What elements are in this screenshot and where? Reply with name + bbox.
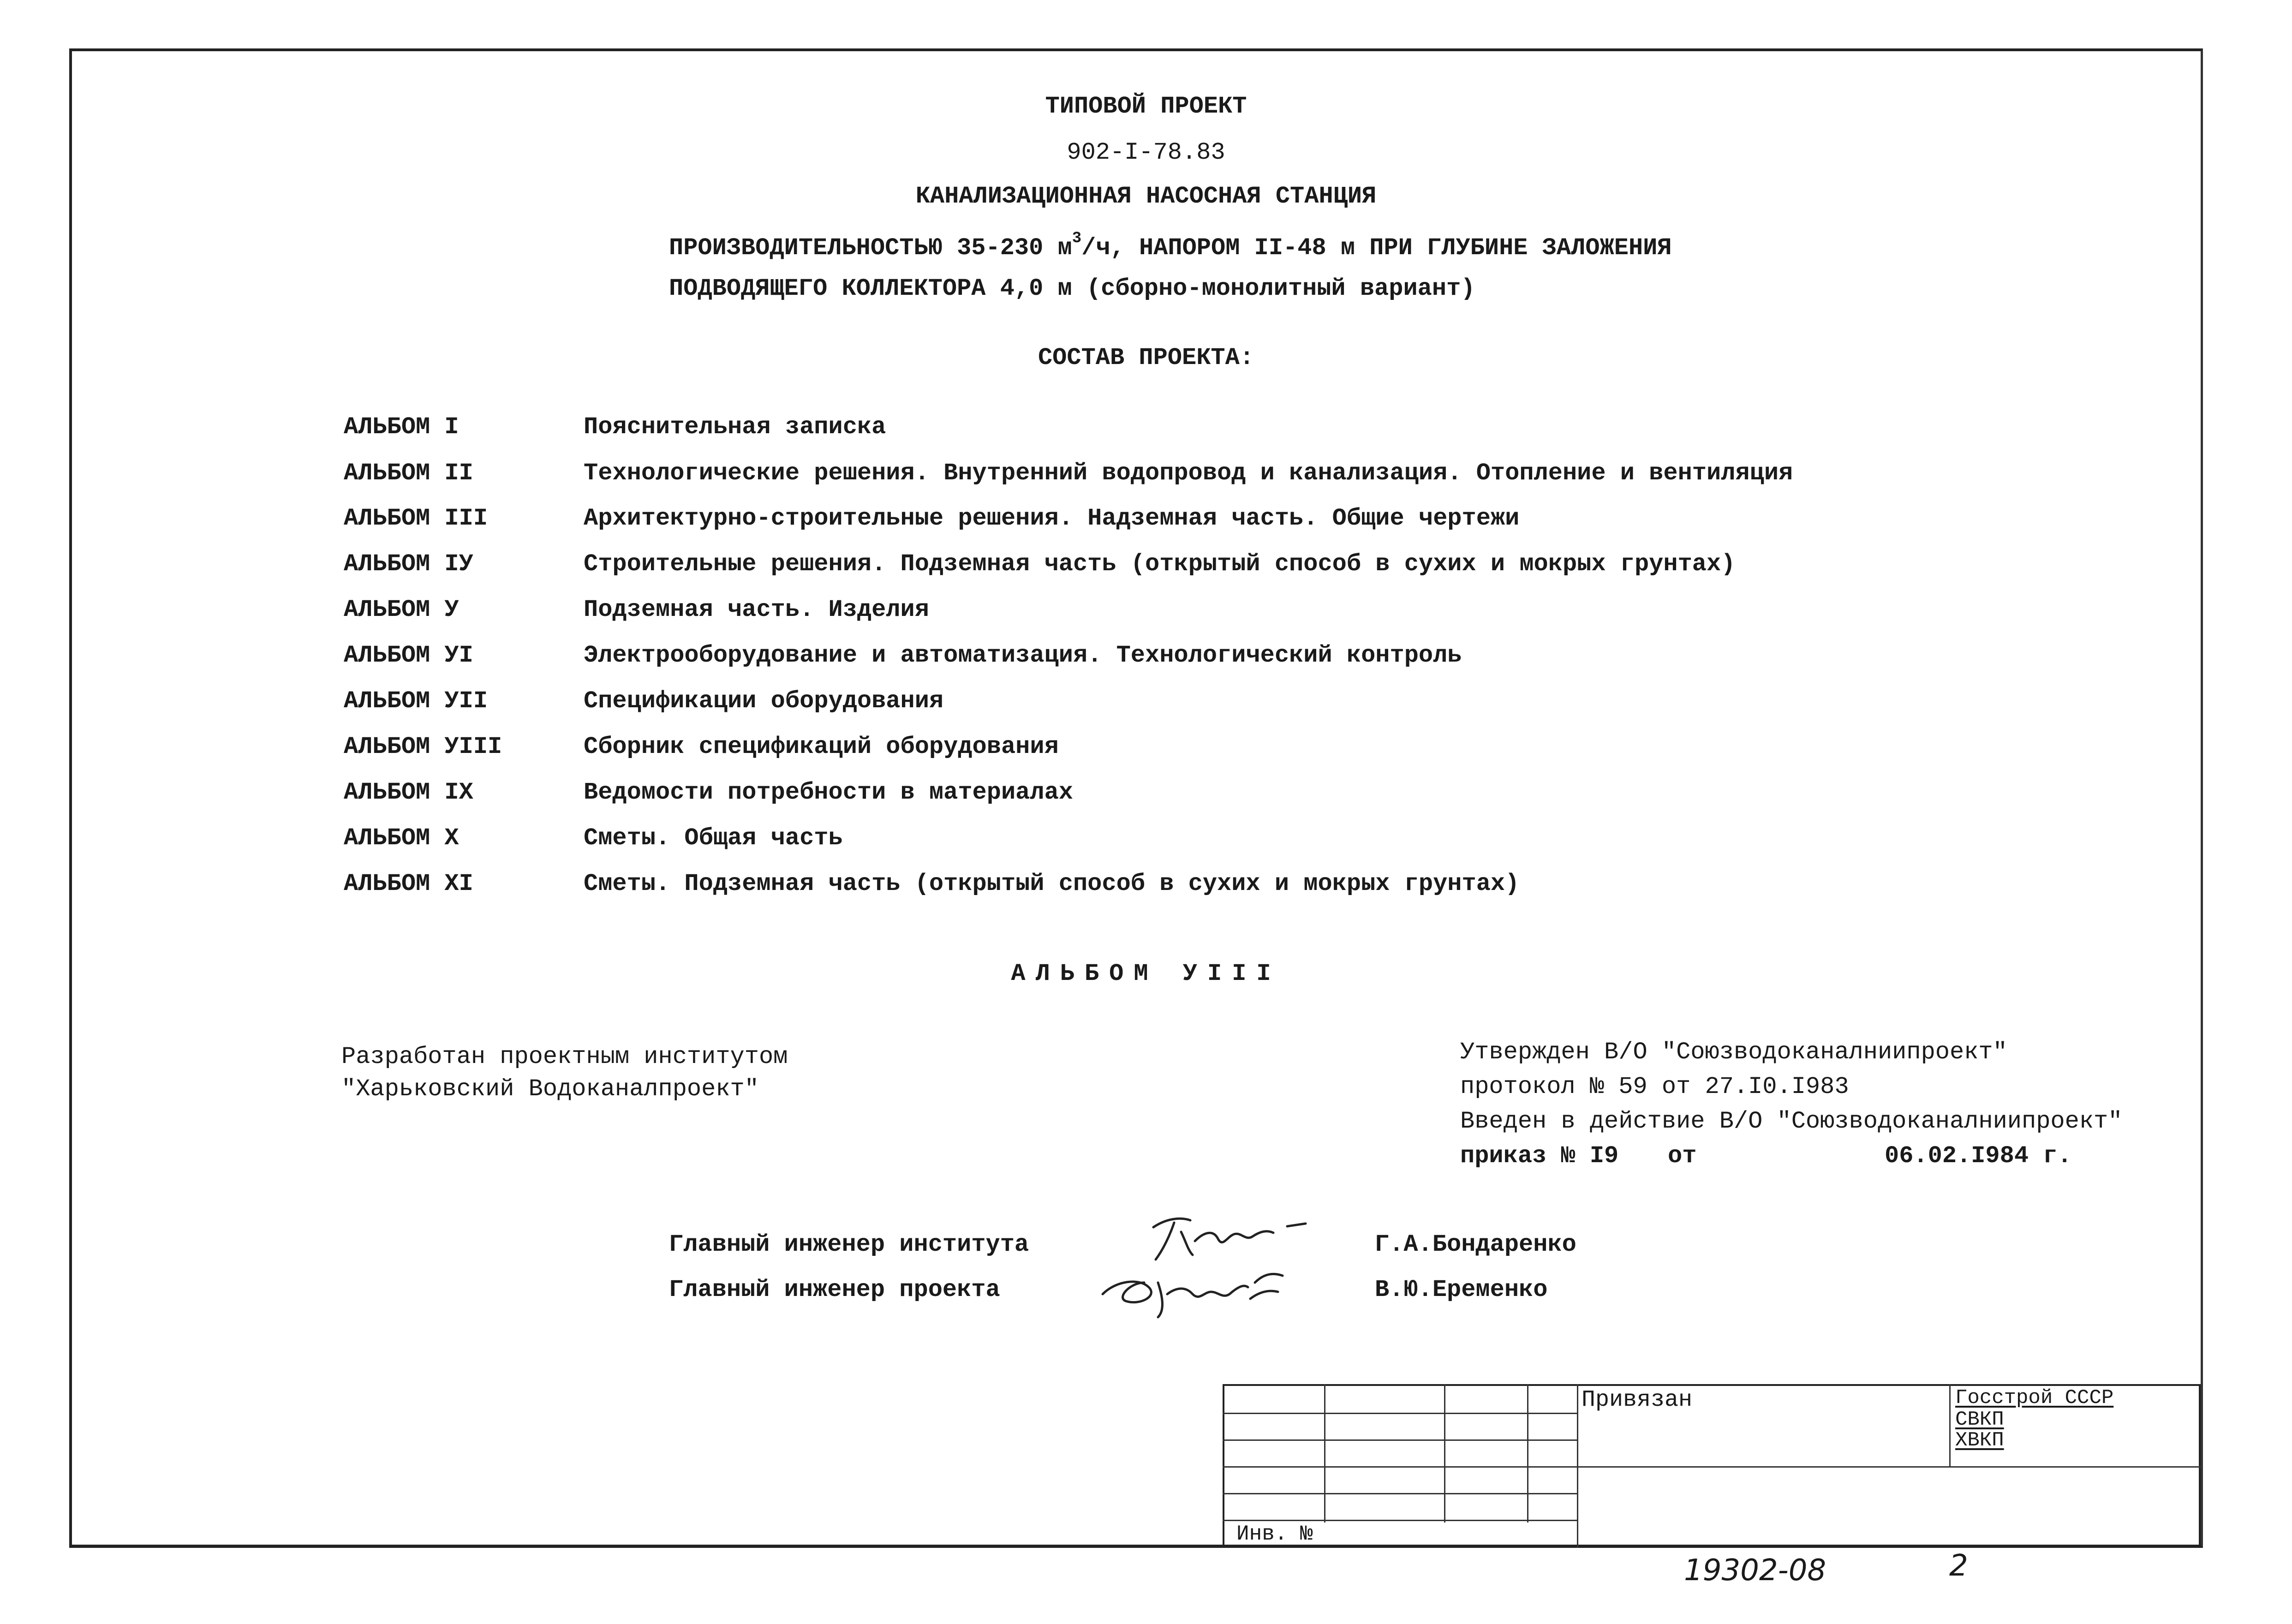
album-label: АЛЬБОМ УII (344, 687, 488, 715)
album-label: АЛЬБОМ XI (344, 870, 473, 897)
album-label: АЛЬБОМ I (344, 413, 459, 441)
header-capacity-text-end: /ч, НАПОРОМ II-48 м ПРИ ГЛУБИНЕ ЗАЛОЖЕНИЯ (1081, 234, 1672, 262)
document-number: 19302-08 (1684, 1553, 1826, 1588)
signature-role: Главный инженер института (669, 1231, 1029, 1258)
signature-role: Главный инженер проекта (669, 1276, 1000, 1303)
approval-line-1: Утвержден В/О "Союзводоканалниипроект" (1460, 1039, 2007, 1066)
album-label: АЛЬБОМ IX (344, 779, 473, 806)
album-description: Электрооборудование и автоматизация. Технологический контроль (584, 642, 1462, 669)
album-description: Сметы. Общая часть (584, 824, 843, 852)
header-station-name: КАНАЛИЗАЦИОННАЯ НАСОСНАЯ СТАНЦИЯ (915, 183, 1377, 210)
album-label: АЛЬБОМ III (344, 505, 488, 532)
album-label: АЛЬБОМ У (344, 596, 459, 623)
album-label: АЛЬБОМ УIII (344, 733, 502, 760)
approval-line-3: Введен в действие В/О "Союзводоканалниипроект" (1460, 1108, 2123, 1135)
album-label: АЛЬБОМ IУ (344, 550, 473, 578)
contents-title: СОСТАВ ПРОЕКТА: (1038, 344, 1254, 371)
album-label: АЛЬБОМ X (344, 824, 459, 852)
album-description: Сборник спецификаций оборудования (584, 733, 1059, 760)
header-collector-line: ПОДВОДЯЩЕГО КОЛЛЕКТОРА 4,0 м (сборно-монолитный вариант) (669, 275, 1475, 302)
developer-line-1: Разработан проектным институтом (341, 1043, 788, 1070)
approval-protocol: протокол № 59 от 27.I0.I983 (1460, 1073, 1849, 1100)
signature-name: В.Ю.Еременко (1375, 1276, 1548, 1303)
album-description: Технологические решения. Внутренний водопровод и канализация. Отопление и вентиляция (584, 460, 1793, 487)
header-capacity-line (669, 231, 1672, 260)
album-description: Пояснительная записка (584, 413, 886, 441)
header-typical-project: ТИПОВОЙ ПРОЕКТ (1045, 93, 1247, 120)
developer-line-2: "Харьковский Водоканалпроект" (341, 1075, 759, 1103)
album-description: Спецификации оборудования (584, 687, 944, 715)
album-description: Строительные решения. Подземная часть (открытый способ в сухих и мокрых грунтах) (584, 550, 1736, 578)
album-description: Подземная часть. Изделия (584, 596, 929, 623)
org-gosstroy: Госстрой СССР (1955, 1386, 2114, 1409)
header-capacity-text: ПРОИЗВОДИТЕЛЬНОСТЬЮ 35-230 м (669, 234, 1072, 262)
org-svkp: СВКП (1955, 1408, 2004, 1431)
inventory-number-label: Инв. № (1236, 1522, 1313, 1546)
approval-order-from: от (1668, 1142, 1697, 1170)
album-description: Ведомости потребности в материалах (584, 779, 1073, 806)
album-label: АЛЬБОМ II (344, 460, 473, 487)
album-description: Архитектурно-строительные решения. Надземная часть. Общие чертежи (584, 505, 1520, 532)
header-capacity-superscript: 3 (1072, 230, 1082, 247)
org-hvkp: ХВКП (1955, 1429, 2004, 1452)
approval-order: приказ № I9 (1460, 1142, 1619, 1170)
album-label: АЛЬБОМ УI (344, 642, 473, 669)
header-project-number: 902-I-78.83 (1067, 139, 1225, 166)
album-title: АЛЬБОМ УIII (1011, 960, 1281, 987)
approval-order-date: 06.02.I984 г. (1885, 1142, 2072, 1170)
sheet-number: 2 (1949, 1549, 1968, 1583)
album-description: Сметы. Подземная часть (открытый способ в сухих и мокрых грунтах) (584, 870, 1520, 897)
signature-name: Г.А.Бондаренко (1375, 1231, 1576, 1258)
bound-label: Привязан (1582, 1387, 1693, 1413)
signature-mark (1089, 1255, 1301, 1324)
